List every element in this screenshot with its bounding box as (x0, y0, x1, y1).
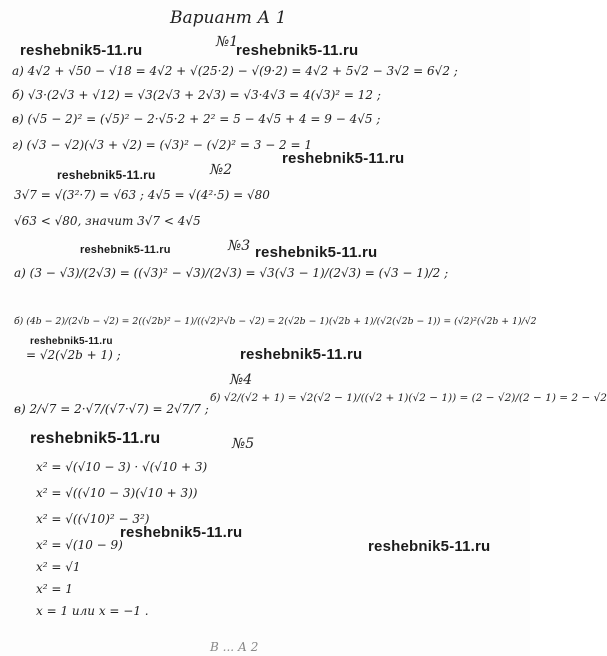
task3-line-b: б) (4b − 2)/(2√b − √2) = 2((√2b)² − 1)/((√2)²√b − √2) = 2(√2b − 1)(√2b + 1)/(√2(√2b − 1)) = (√2)²(√2b + 1)/√2 (14, 316, 537, 327)
next-variant-fragment: В ... А 2 (210, 640, 259, 654)
watermark: reshebnik5-11.ru (30, 430, 161, 447)
watermark: reshebnik5-11.ru (368, 538, 491, 555)
task2-line-1: 3√7 = √(3²·7) = √63 ; 4√5 = √(4²·5) = √80 (14, 188, 270, 202)
watermark: reshebnik5-11.ru (57, 168, 156, 182)
watermark: reshebnik5-11.ru (30, 336, 113, 347)
task1-line-c: в) (√5 − 2)² = (√5)² − 2·√5·2 + 2² = 5 − 4√5 + 4 = 9 − 4√5 ; (12, 112, 381, 126)
task1-line-b: б) √3·(2√3 + √12) = √3(2√3 + 2√3) = √3·4√3 = 4(√3)² = 12 ; (12, 88, 381, 102)
task-label-3: №3 (228, 238, 251, 254)
watermark: reshebnik5-11.ru (80, 244, 171, 256)
watermark: reshebnik5-11.ru (255, 244, 378, 261)
task-label-5: №5 (232, 436, 255, 452)
watermark: reshebnik5-11.ru (20, 42, 143, 59)
task3-line-a: а) (3 − √3)/(2√3) = ((√3)² − √3)/(2√3) = √3(√3 − 1)/(2√3) = (√3 − 1)/2 ; (14, 266, 449, 280)
task4-line: б) √2/(√2 + 1) = √2(√2 − 1)/((√2 + 1)(√2 − 1)) = (2 − √2)/(2 − 1) = 2 − √2 (210, 392, 607, 404)
task1-line-d: г) (√3 − √2)(√3 + √2) = (√3)² − (√2)² = 3 − 2 = 1 (12, 138, 313, 152)
task5-line-7: x = 1 или x = −1 . (36, 604, 149, 618)
task5-line-6: x² = 1 (36, 582, 73, 596)
task3-line-b-result: = √2(√2b + 1) ; (26, 348, 121, 362)
task-label-2: №2 (210, 162, 233, 178)
watermark: reshebnik5-11.ru (282, 150, 405, 167)
task5-line-1: x² = √(√10 − 3) · √(√10 + 3) (36, 460, 208, 474)
watermark: reshebnik5-11.ru (120, 524, 243, 541)
page-title: Вариант А 1 (170, 8, 287, 28)
task5-line-3: x² = √((√10)² − 3²) (36, 512, 150, 526)
task1-line-a: а) 4√2 + √50 − √18 = 4√2 + √(25·2) − √(9·2) = 4√2 + 5√2 − 3√2 = 6√2 ; (12, 64, 458, 78)
task-label-1: №1 (216, 34, 239, 50)
task-label-4: №4 (230, 372, 253, 388)
task5-line-4: x² = √(10 − 9) (36, 538, 123, 552)
task3-line-c: в) 2/√7 = 2·√7/(√7·√7) = 2√7/7 ; (14, 402, 209, 416)
task5-line-2: x² = √((√10 − 3)(√10 + 3)) (36, 486, 198, 500)
task2-line-2: √63 < √80, значит 3√7 < 4√5 (14, 214, 201, 228)
task5-line-5: x² = √1 (36, 560, 81, 574)
watermark: reshebnik5-11.ru (236, 42, 359, 59)
watermark: reshebnik5-11.ru (240, 346, 363, 363)
